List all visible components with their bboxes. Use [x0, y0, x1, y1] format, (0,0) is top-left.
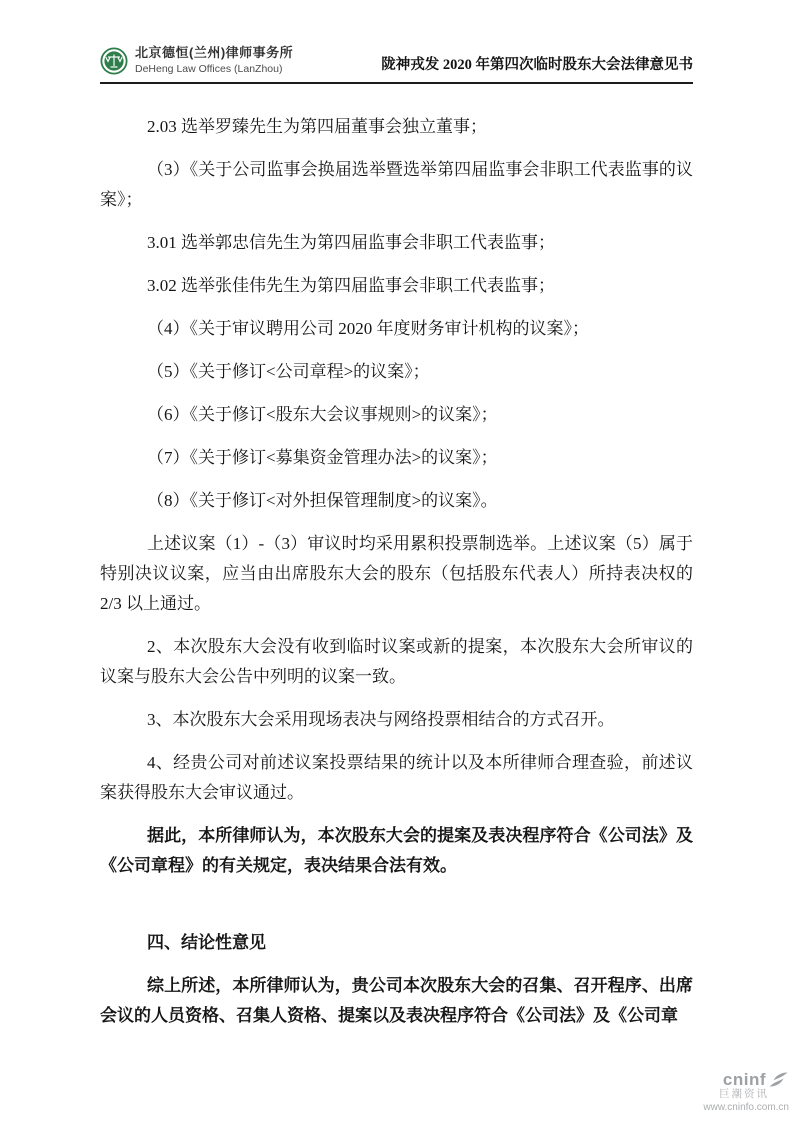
cninfo-brand-zh: 巨潮资讯	[719, 1088, 769, 1101]
law-firm-name-zh: 北京德恒(兰州)律师事务所	[135, 45, 294, 60]
paragraph: （6）《关于修订<股东大会议事规则>的议案》；	[147, 405, 498, 424]
section-heading: 四、结论性意见	[147, 933, 266, 952]
cninfo-brand-text: cninf	[722, 1069, 766, 1089]
law-firm-names	[135, 46, 293, 75]
law-firm-name-en: DeHeng Law Offices (LanZhou)	[135, 62, 283, 75]
law-firm-scales-icon	[100, 47, 128, 75]
paragraph: （4）《关于审议聘用公司 2020 年度财务审计机构的议案》；	[147, 319, 589, 338]
page-header	[100, 46, 693, 84]
paragraph: （7）《关于修订<募集资金管理办法>的议案》；	[147, 448, 498, 467]
paragraph: 4、经贵公司对前述议案投票结果的统计以及本所律师合理查验，前述议案获得股东大会审议通过。	[100, 753, 693, 802]
paragraph: 上述议案（1）-（3）审议时均采用累积投票制选举。上述议案（5）属于特别决议议案，应当由出席股东大会的股东（包括股东代表人）所持表决权的 2/3 以上通过。	[100, 534, 693, 613]
cninfo-swirl-icon	[768, 1071, 789, 1088]
document-title: 陇神戎发 2020 年第四次临时股东大会法律意见书	[381, 57, 693, 73]
paragraph: 2、本次股东大会没有收到临时议案或新的提案，本次股东大会所审议的议案与股东大会公告中列明的议案一致。	[100, 637, 693, 686]
paragraph: （3）《关于公司监事会换届选举暨选举第四届监事会非职工代表监事的议案》；	[100, 160, 693, 209]
cninfo-watermark	[703, 1071, 789, 1113]
paragraph: 3.01 选举郭忠信先生为第四届监事会非职工代表监事；	[147, 233, 555, 252]
paragraph: 3、本次股东大会采用现场表决与网络投票相结合的方式召开。	[147, 710, 615, 729]
cninfo-url: www.cninfo.com.cn	[703, 1101, 789, 1113]
paragraph: 2.03 选举罗臻先生为第四届董事会独立董事；	[147, 117, 487, 136]
paragraph: 综上所述，本所律师认为，贵公司本次股东大会的召集、召开程序、出席会议的人员资格、召集人资格、提案以及表决程序符合《公司法》及《公司章	[100, 976, 693, 1025]
law-firm-identity	[100, 46, 293, 75]
document-body	[100, 112, 693, 1044]
cninfo-brand-row	[703, 1071, 789, 1089]
paragraph: 3.02 选举张佳伟先生为第四届监事会非职工代表监事；	[147, 276, 555, 295]
paragraph: （8）《关于修订<对外担保管理制度>的议案》。	[147, 491, 498, 510]
paragraph: （5）《关于修订<公司章程>的议案》；	[147, 362, 430, 381]
paragraph: 据此，本所律师认为，本次股东大会的提案及表决程序符合《公司法》及《公司章程》的有关规定，表决结果合法有效。	[100, 826, 693, 875]
